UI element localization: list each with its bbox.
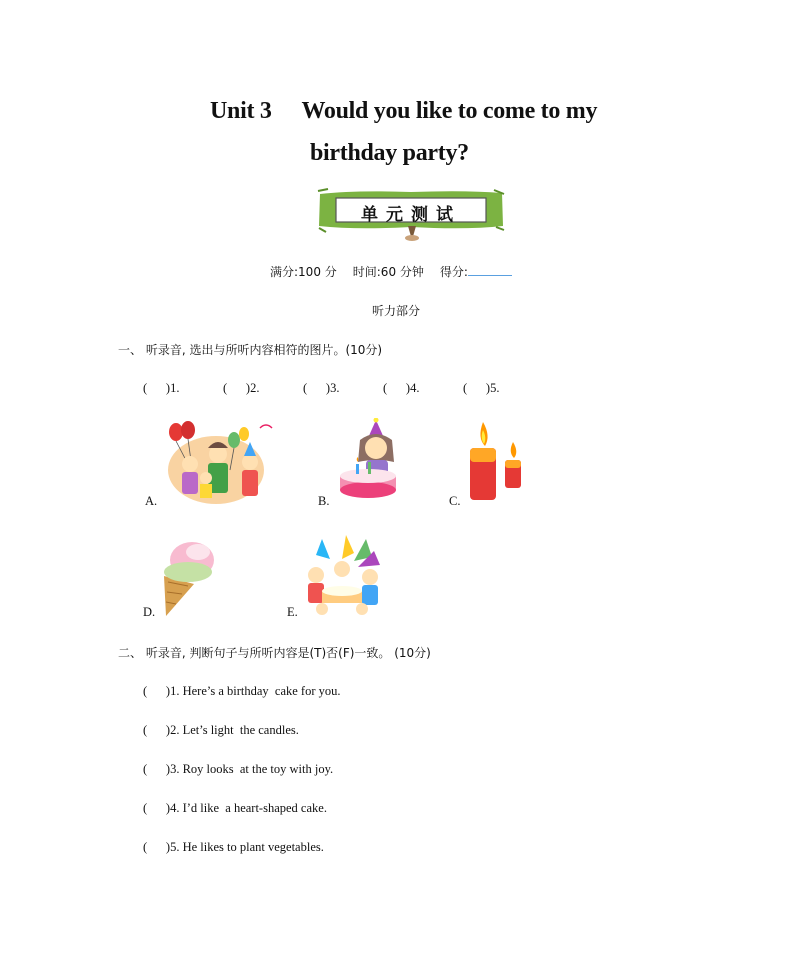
part1-item-5[interactable]: ( )5. (463, 381, 500, 395)
info-line (270, 263, 512, 280)
ice-cream-cone-icon (158, 538, 218, 618)
title-unit: Unit 3 (210, 98, 272, 124)
part2-item-5[interactable]: ( )5. He likes to plant vegetables. (143, 840, 324, 854)
picture-label-a: A. (145, 494, 158, 508)
unit-test-banner (316, 188, 506, 244)
picture-label-b: B. (318, 494, 330, 508)
part2-item-2[interactable]: ( )2. Let’s light the candles. (143, 723, 299, 737)
score-blank[interactable] (468, 263, 512, 276)
kids-celebration-cake-icon (302, 533, 384, 617)
score-label: 得分: (439, 265, 468, 279)
candles-icon (465, 418, 525, 504)
title-line-1 (210, 98, 597, 125)
girl-birthday-cake-icon (338, 418, 410, 502)
section-heading: 听力部分 (372, 304, 421, 318)
banner-text: 单元测试 (361, 205, 461, 225)
part1-instruction: 一、 听录音, 选出与所听内容相符的图片。(10分) (118, 343, 383, 357)
picture-label-c: C. (449, 494, 461, 508)
part2-item-1[interactable]: ( )1. Here’s a birthday cake for you. (143, 684, 341, 698)
party-kids-balloons-icon (160, 418, 278, 506)
part1-item-2[interactable]: ( )2. (223, 381, 260, 395)
part2-instruction: 二、 听录音, 判断句子与所听内容是(T)否(F)一致。 (10分) (118, 646, 431, 660)
picture-label-e: E. (287, 605, 298, 619)
part2-item-3[interactable]: ( )3. Roy looks at the toy with joy. (143, 762, 334, 776)
time-limit: 时间:60 分钟 (352, 265, 424, 279)
part2-item-4[interactable]: ( )4. I’d like a heart-shaped cake. (143, 801, 327, 815)
full-score: 满分:100 分 (270, 265, 337, 279)
part1-item-4[interactable]: ( )4. (383, 381, 420, 395)
part1-item-3[interactable]: ( )3. (303, 381, 340, 395)
title-question-part1: Would you like to come to my (301, 98, 598, 124)
part1-item-1[interactable]: ( )1. (143, 381, 180, 395)
title-line-2: birthday party? (310, 140, 469, 166)
picture-label-d: D. (143, 605, 156, 619)
